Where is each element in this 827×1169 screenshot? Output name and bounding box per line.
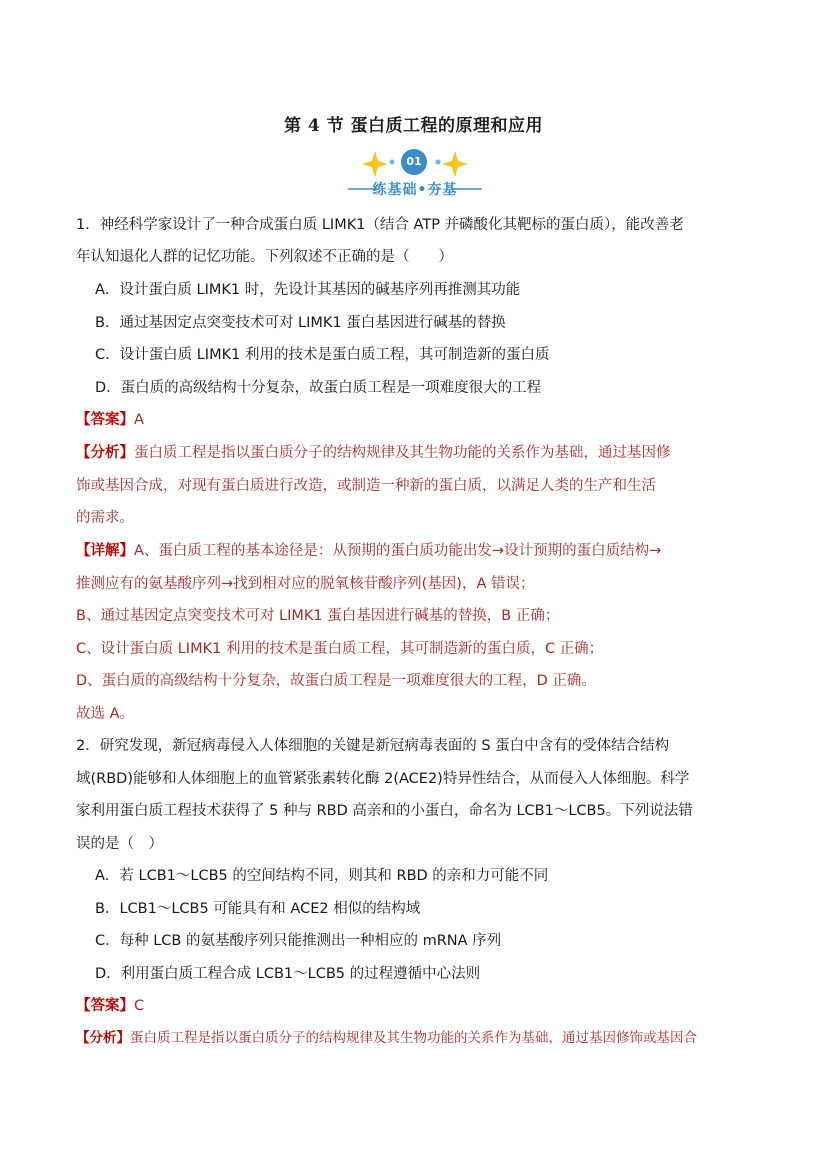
q1-detail-line4: C、设计蛋白质 LIMK1 利用的技术是蛋白质工程，其可制造新的蛋白质，C 正确； bbox=[76, 641, 604, 657]
q1-option-d: D．蛋白质的高级结构十分复杂，故蛋白质工程是一项难度很大的工程 bbox=[95, 380, 542, 396]
q1-detail-line3: B、通过基因定点突变技术可对 LIMK1 蛋白基因进行碱基的替换，B 正确； bbox=[76, 608, 560, 624]
q1-stem-line2: 年认知退化人群的记忆功能。下列叙述不正确的是（ ） bbox=[76, 249, 453, 265]
q2-stem-line1: 2．研究发现，新冠病毒侵入人体细胞的关键是新冠病毒表面的 S 蛋白中含有的受体结合结构 bbox=[76, 738, 670, 754]
q1-analysis-line2: 饰或基因合成，对现有蛋白质进行改造，或制造一种新的蛋白质，以满足人类的生产和生活 bbox=[76, 478, 656, 494]
q1-analysis-text1: 蛋白质工程是指以蛋白质分子的结构规律及其生物功能的关系作为基础，通过基因修 bbox=[134, 445, 671, 461]
badge-label: 练基础•夯基 bbox=[372, 182, 458, 198]
q1-answer bbox=[76, 410, 144, 430]
q1-analysis-line1 bbox=[76, 443, 671, 463]
q2-stem-line3: 家利用蛋白质工程技术获得了 5 种与 RBD 高亲和的小蛋白，命名为 LCB1～LCB5。下列说法错 bbox=[76, 803, 693, 819]
q1-analysis-tag: 【分析】 bbox=[76, 445, 134, 461]
q2-stem-line4: 误的是（ ） bbox=[76, 836, 163, 852]
q1-option-a: A．设计蛋白质 LIMK1 时，先设计其基因的碱基序列再推测其功能 bbox=[95, 282, 521, 298]
star-right-icon bbox=[442, 151, 468, 177]
q1-detail-text1: A、蛋白质工程的基本途径是：从预期的蛋白质功能出发→设计预期的蛋白质结构→ bbox=[134, 543, 662, 559]
q2-analysis-line1 bbox=[76, 1028, 697, 1048]
q2-answer-value: C bbox=[134, 998, 145, 1014]
q2-analysis-text1: 蛋白质工程是指以蛋白质分子的结构规律及其生物功能的关系作为基础，通过基因修饰或基因合 bbox=[130, 1030, 697, 1046]
q1-detail-tag: 【详解】 bbox=[76, 543, 134, 559]
q1-detail-line2: 推测应有的氨基酸序列→找到相对应的脱氧核苷酸序列(基因)，A 错误； bbox=[76, 576, 535, 592]
q1-option-c: C．设计蛋白质 LIMK1 利用的技术是蛋白质工程，其可制造新的蛋白质 bbox=[95, 347, 550, 363]
q2-option-a: A．若 LCB1～LCB5 的空间结构不同，则其和 RBD 的亲和力可能不同 bbox=[95, 868, 549, 884]
badge-number: 01 bbox=[406, 155, 422, 168]
q1-answer-tag: 【答案】 bbox=[76, 412, 134, 428]
q1-detail-line5: D、蛋白质的高级结构十分复杂，故蛋白质工程是一项难度很大的工程，D 正确。 bbox=[76, 673, 596, 689]
q1-detail-line1 bbox=[76, 541, 661, 561]
q2-option-b: B．LCB1～LCB5 可能具有和 ACE2 相似的结构域 bbox=[95, 901, 421, 917]
q1-conclusion: 故选 A。 bbox=[76, 706, 135, 722]
q2-option-c: C．每种 LCB 的氨基酸序列只能推测出一种相应的 mRNA 序列 bbox=[95, 933, 502, 949]
q1-stem-line1: 1．神经科学家设计了一种合成蛋白质 LIMK1（结合 ATP 并磷酸化其靶标的蛋白质），能改善老 bbox=[76, 217, 684, 233]
q2-stem-line2: 域(RBD)能够和人体细胞上的血管紧张素转化酶 2(ACE2)特异性结合，从而侵入人体细胞。科学 bbox=[76, 771, 690, 787]
page-title: 第 4 节 蛋白质工程的原理和应用 bbox=[283, 116, 544, 136]
q1-answer-value: A bbox=[134, 412, 144, 428]
section-badge bbox=[340, 143, 490, 203]
star-dot-left-icon bbox=[390, 160, 395, 165]
q2-analysis-tag: 【分析】 bbox=[76, 1030, 130, 1046]
q2-answer bbox=[76, 996, 144, 1016]
star-left-icon bbox=[362, 151, 388, 177]
q2-option-d: D．利用蛋白质工程合成 LCB1～LCB5 的过程遵循中心法则 bbox=[95, 966, 481, 982]
q1-analysis-line3: 的需求。 bbox=[76, 510, 134, 526]
q2-answer-tag: 【答案】 bbox=[76, 998, 134, 1014]
q1-option-b: B．通过基因定点突变技术可对 LIMK1 蛋白基因进行碱基的替换 bbox=[95, 315, 506, 331]
star-dot-right-icon bbox=[436, 160, 441, 165]
